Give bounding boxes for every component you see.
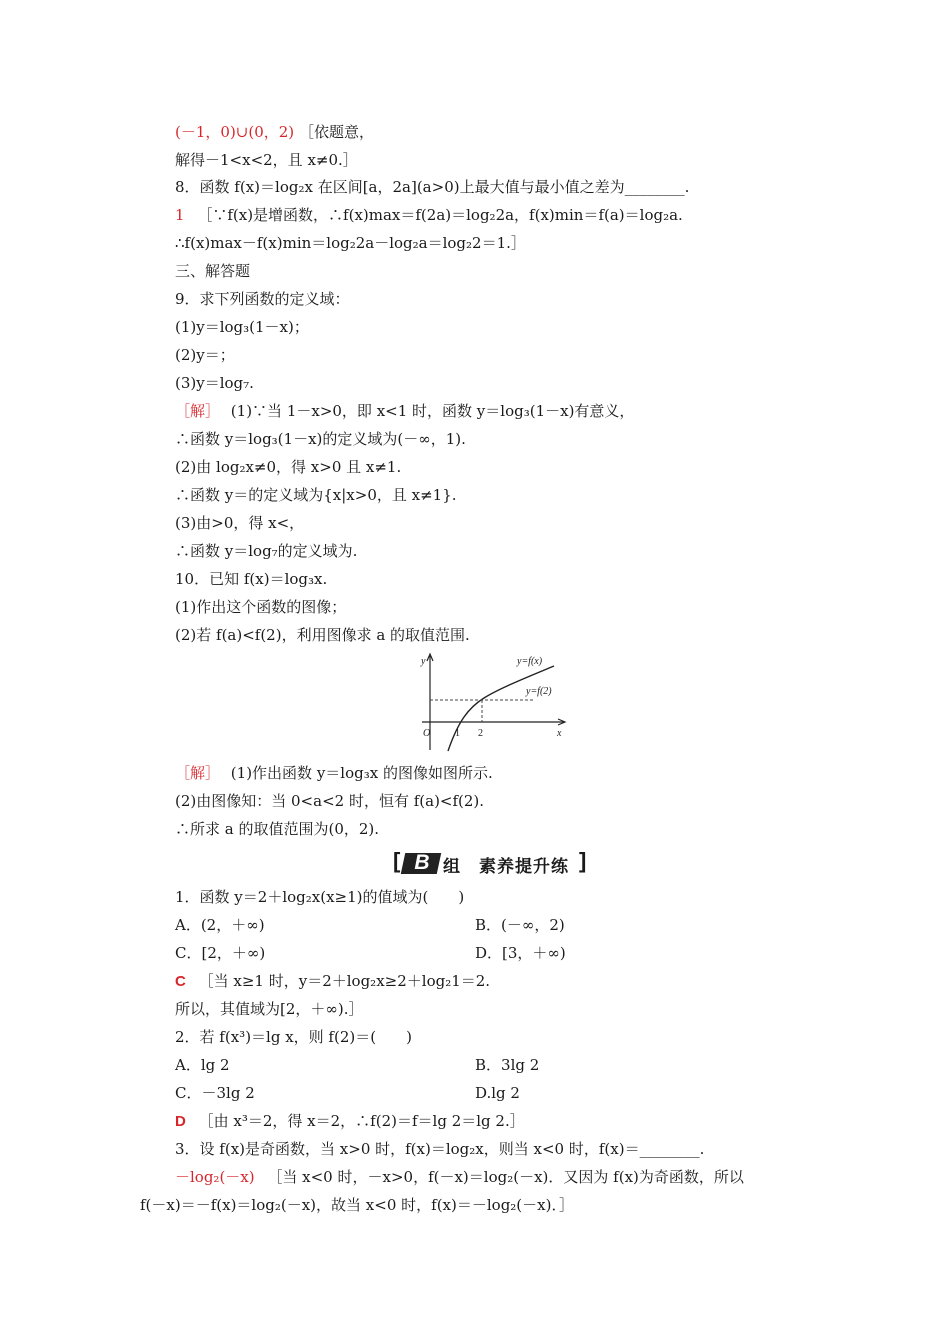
b2-options-row-2 [175, 1082, 520, 1104]
line-19: (2)若 f(a)<f(2)，利用图像求 a 的取值范围. [175, 626, 470, 644]
line-label: y=f(2) [526, 686, 552, 697]
line-4: 1 ［∵f(x)是增函数，∴f(x)max＝f(2a)＝log₂2a，f(x)min＝f(a)＝log₂a. [175, 206, 683, 224]
banner-title: 组 素养提升练 [443, 857, 569, 876]
b3-explanation-2: f(－x)＝－f(x)＝log₂(－x)，故当 x<0 时，f(x)＝－log₂(－x)．］ [140, 1196, 574, 1214]
option-a: A．lg 2 [175, 1056, 230, 1074]
b1-explanation-2: 所以，其值域为[2，＋∞).］ [175, 1000, 364, 1018]
answer: C [175, 973, 186, 990]
origin-label: O [423, 728, 431, 739]
option-c: C．[2，＋∞) [175, 944, 266, 962]
log-function-graph [420, 650, 570, 754]
b1-options-row-2 [175, 942, 566, 964]
answer: D [175, 1113, 186, 1130]
y-axis-label: y [421, 656, 426, 667]
line-11: ［解］ (1)∵当 1－x>0，即 x<1 时，函数 y＝log₃(1－x)有意义， [175, 402, 635, 420]
line-16: ∴函数 y＝log₇的定义域为. [175, 542, 358, 560]
line-9: (2)y＝； [175, 346, 235, 364]
option-c: C．－3lg 2 [175, 1084, 255, 1102]
option-b: B．(－∞，2) [475, 916, 565, 934]
section-heading: 三、解答题 [175, 262, 251, 280]
line-13: (2)由 log₂x≠0，得 x>0 且 x≠1. [175, 458, 402, 476]
option-a: A．(2，＋∞) [175, 916, 265, 934]
solution-tag: ［解］ [175, 764, 221, 782]
question-8: 8．函数 f(x)＝log₂x 在区间[a，2a](a>0)上最大值与最小值之差为________. [175, 178, 690, 196]
b1-explanation: C ［当 x≥1 时，y＝2＋log₂x≥2＋log₂1＝2. [175, 972, 491, 990]
line-15: (3)由>0，得 x<， [175, 514, 305, 532]
b2-explanation: D ［由 x³＝2，得 x＝2，∴f(2)＝f＝lg 2＝lg 2.］ [175, 1112, 525, 1130]
line-18: (1)作出这个函数的图像； [175, 598, 347, 616]
b-question-3: 3．设 f(x)是奇函数，当 x>0 时，f(x)＝log₂x，则当 x<0 时，f(x)＝________. [175, 1140, 705, 1158]
line-20: ［解］ (1)作出函数 y＝log₃x 的图像如图所示. [175, 764, 493, 782]
question-10: 10．已知 f(x)＝log₃x. [175, 570, 328, 588]
x-axis-label: x [557, 728, 562, 739]
line-10: (3)y＝log₇. [175, 374, 254, 392]
line-8: (1)y＝log₃(1－x)； [175, 318, 309, 336]
b2-options-row-1 [175, 1054, 540, 1076]
b-question-2: 2．若 f(x³)＝lg x，则 f(2)＝( ) [175, 1028, 412, 1046]
line-12: ∴函数 y＝log₃(1－x)的定义域为(－∞，1). [175, 430, 466, 448]
answer: 1 [175, 206, 185, 224]
option-d: D.lg 2 [475, 1084, 520, 1102]
line-14: ∴函数 y＝的定义域为{x|x>0，且 x≠1}. [175, 486, 457, 504]
curve-label: y=f(x) [517, 656, 543, 667]
line-21: (2)由图像知：当 0<a<2 时，恒有 f(a)<f(2). [175, 792, 485, 810]
b3-explanation: －log₂(－x) ［当 x<0 时，－x>0，f(－x)＝log₂(－x)．又因为 f(x)为奇函数，所以 [175, 1168, 744, 1186]
option-b: B．3lg 2 [475, 1056, 540, 1074]
tick-2: 2 [478, 728, 483, 739]
line-5: ∴f(x)max－f(x)min＝log₂2a－log₂a＝log₂2＝1.］ [175, 234, 526, 252]
option-d: D．[3，＋∞) [475, 944, 566, 962]
question-9: 9．求下列函数的定义域： [175, 290, 350, 308]
b1-options-row-1 [175, 914, 565, 936]
banner-letter: B [414, 851, 430, 874]
tick-1: 1 [455, 728, 460, 739]
b-question-1: 1．函数 y＝2＋log₂x(x≥1)的值域为( ) [175, 888, 465, 906]
answer: －log₂(－x) [175, 1168, 255, 1186]
section-b-banner: [ B 组 素养提升练 ] [393, 848, 587, 876]
line-2: 解得－1<x<2，且 x≠0.］ [175, 151, 358, 169]
solution-tag: ［解］ [175, 402, 221, 420]
line-22: ∴所求 a 的取值范围为(0，2). [175, 820, 380, 838]
line-1: (－1，0)∪(0，2) ［依题意， [175, 123, 374, 141]
answer: (－1，0)∪(0，2) [175, 123, 295, 141]
